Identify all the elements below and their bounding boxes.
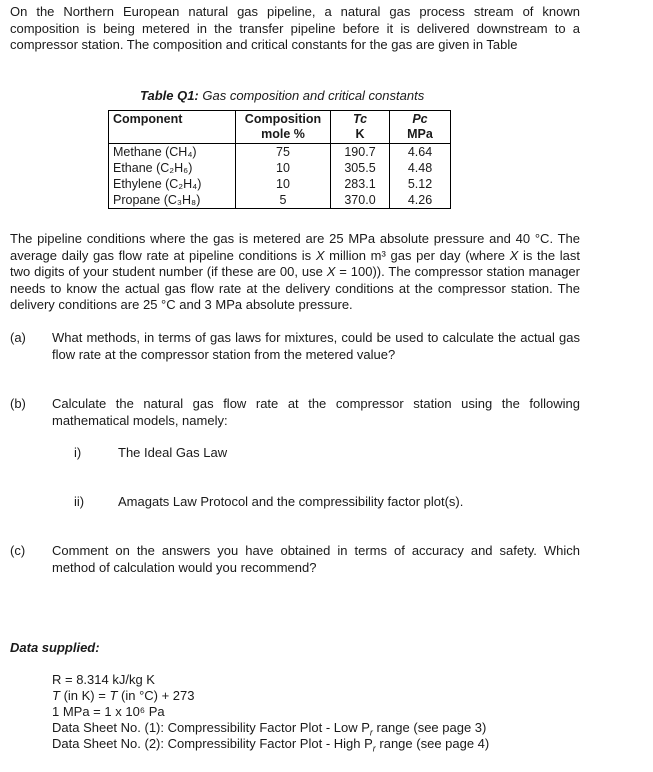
question-b-i-label: i) — [74, 445, 82, 460]
cell-composition: 10 — [236, 176, 331, 192]
cell-tc: 283.1 — [331, 176, 390, 192]
cell-pc: 4.26 — [390, 192, 451, 209]
data-supplied-heading: Data supplied: — [10, 640, 100, 655]
header-component: Component — [109, 111, 236, 144]
header-tc: Tc K — [331, 111, 390, 144]
cell-tc: 190.7 — [331, 144, 390, 161]
pressure-conversion-line: 1 MPa = 1 x 10⁶ Pa — [52, 704, 165, 719]
question-b-ii-label: ii) — [74, 494, 85, 509]
question-b-i-text: The Ideal Gas Law — [118, 445, 228, 460]
question-b-text: Calculate the natural gas flow rate at the compressor station using the following mathematical models, namely: — [52, 396, 580, 428]
data-sheet-2-line: Data Sheet No. (2): Compressibility Factor Plot - High $P_r$ range (see page 4) — [52, 736, 490, 754]
question-b-label: (b) — [10, 396, 26, 411]
question-b-ii-text: Amagats Law Protocol and the compressibility factor plot(s). — [118, 494, 464, 509]
cell-composition: 10 — [236, 160, 331, 176]
table-row — [109, 144, 451, 161]
table-caption-label: Table Q1: — [140, 88, 199, 103]
cell-composition: 75 — [236, 144, 331, 161]
table-header-row — [109, 111, 451, 144]
cell-component: Propane (C₃H₈) — [109, 192, 236, 209]
header-composition: Composition mole % — [236, 111, 331, 144]
data-supplied-list — [52, 672, 489, 752]
question-c-label: (c) — [10, 543, 26, 558]
header-pc: Pc MPa — [390, 111, 451, 144]
cell-tc: 370.0 — [331, 192, 390, 209]
temperature-conversion-line: T (in K) = T (in °C) + 273 — [52, 688, 195, 703]
cell-pc: 4.48 — [390, 160, 451, 176]
gas-composition-table — [108, 110, 451, 209]
cell-component: Ethylene (C₂H₄) — [109, 176, 236, 192]
question-a-label: (a) — [10, 330, 26, 345]
table-row — [109, 192, 451, 209]
table-row — [109, 176, 451, 192]
question-c-text: Comment on the answers you have obtained in terms of accuracy and safety. Which method of calculation would you recommend? — [52, 543, 580, 575]
table-caption-text: Gas composition and critical constants — [198, 88, 425, 103]
cell-pc: 4.64 — [390, 144, 451, 161]
cell-component: Ethane (C₂H₆) — [109, 160, 236, 176]
cell-pc: 5.12 — [390, 176, 451, 192]
conditions-paragraph: The pipeline conditions where the gas is metered are 25 MPa absolute pressure and 40 °C. The average daily gas flow rate at pipeline conditions is X million m³ gas per day (where X is the last two digits of your student number (if these are 00, use X = 100)). The compressor station manager needs to know the actual gas flow rate at the delivery conditions at the compressor station. The delivery conditions are 25 °C and 3 MPa absolute pressure. — [10, 231, 580, 312]
table-row — [109, 160, 451, 176]
question-a-text: What methods, in terms of gas laws for mixtures, could be used to calculate the actual gas flow rate at the compressor station from the metered value? — [52, 330, 580, 362]
intro-paragraph: On the Northern European natural gas pipeline, a natural gas process stream of known composition is being metered in the transfer pipeline before it is delivered downstream to a compressor station. The composition and critical constants for the gas are given in Table — [10, 4, 580, 52]
data-sheet-1-line: Data Sheet No. (1): Compressibility Factor Plot - Low $P_r$ range (see page 3) — [52, 720, 487, 738]
table-caption — [140, 88, 424, 103]
cell-composition: 5 — [236, 192, 331, 209]
cell-component: Methane (CH₄) — [109, 144, 236, 161]
gas-constant-line: R = 8.314 kJ/kg K — [52, 672, 155, 687]
cell-tc: 305.5 — [331, 160, 390, 176]
